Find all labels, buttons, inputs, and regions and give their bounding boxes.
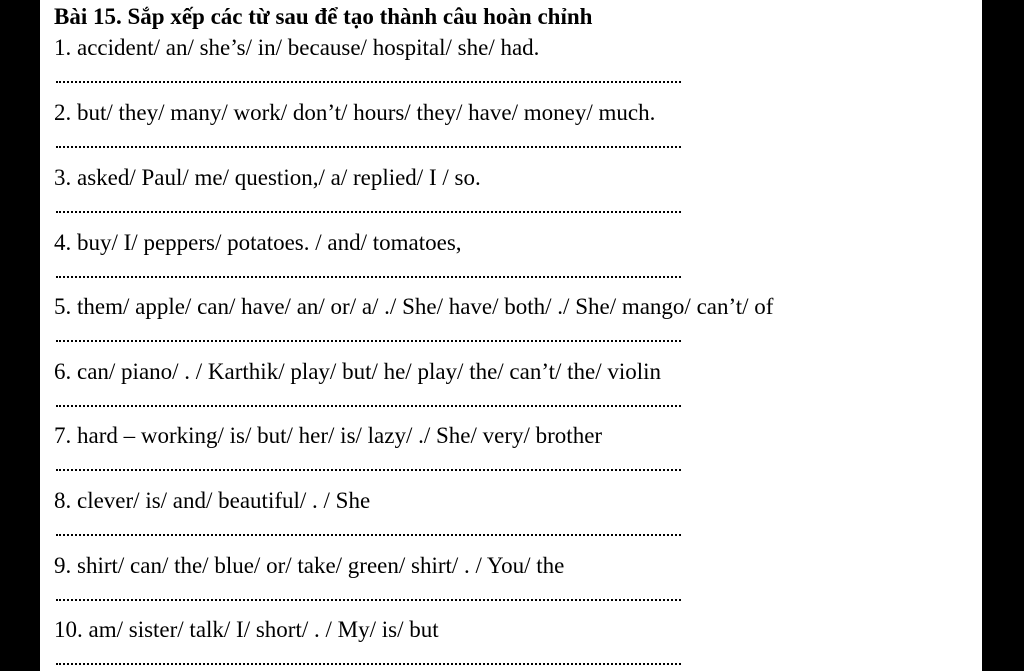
exercise-item-6 [54,357,974,422]
answer-line[interactable] [56,211,681,213]
exercise-item-4 [54,228,974,293]
answer-line[interactable] [56,534,681,536]
exercise-item-text: 10. am/ sister/ talk/ I/ short/ . / My/ is/ but [54,617,439,642]
answer-line[interactable] [56,340,681,342]
exercise-item-text: 4. buy/ I/ peppers/ potatoes. / and/ tomatoes, [54,230,462,255]
exercise-item-text: 8. clever/ is/ and/ beautiful/ . / She [54,488,371,513]
exercise-item-8 [54,486,974,551]
exercise-item-text: 5. them/ apple/ can/ have/ an/ or/ a/ ./ She/ have/ both/ ./ She/ mango/ can’t/ of [54,294,774,319]
exercise-item-text: 3. asked/ Paul/ me/ question,/ a/ replied/ I / so. [54,165,481,190]
exercise-item-9 [54,551,974,616]
answer-line[interactable] [56,599,681,601]
answer-line[interactable] [56,469,681,471]
exercise-item-text: 2. but/ they/ many/ work/ don’t/ hours/ they/ have/ money/ much. [54,100,656,125]
exercise-item-10 [54,615,974,671]
answer-line[interactable] [56,663,681,665]
exercise-item-text: 1. accident/ an/ she’s/ in/ because/ hospital/ she/ had. [54,35,540,60]
exercise-item-2 [54,98,974,163]
answer-line[interactable] [56,81,681,83]
answer-line[interactable] [56,405,681,407]
answer-line[interactable] [56,146,681,148]
exercise-item-7 [54,421,974,486]
exercise-item-5 [54,292,974,357]
exercise-item-text: 9. shirt/ can/ the/ blue/ or/ take/ green/ shirt/ . / You/ the [54,553,565,578]
exercise-item-text: 7. hard – working/ is/ but/ her/ is/ lazy/ ./ She/ very/ brother [54,423,603,448]
exercise-item-text: 6. can/ piano/ . / Karthik/ play/ but/ he/ play/ the/ can’t/ the/ violin [54,359,662,384]
worksheet-page [40,0,982,671]
exercise-item-1 [54,33,974,98]
answer-line[interactable] [56,276,681,278]
exercise-item-3 [54,163,974,228]
exercise-title: Bài 15. Sắp xếp các từ sau để tạo thành câu hoàn chỉnh [54,4,593,29]
